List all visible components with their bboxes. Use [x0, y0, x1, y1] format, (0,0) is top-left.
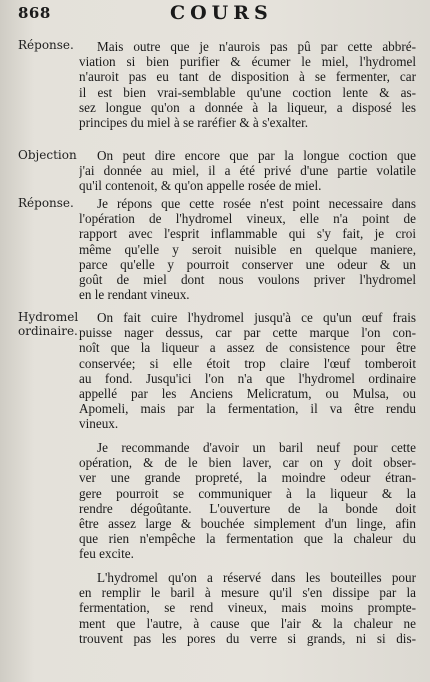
- text-line: vineux.: [79, 416, 119, 432]
- text-line: fermentation, se rend vineux, mais moins prompte-: [79, 600, 416, 616]
- text-line: feu excite.: [79, 546, 134, 562]
- paragraph-reponse-1: [79, 39, 416, 130]
- margin-label-line: ordinaire.: [18, 324, 78, 338]
- page-header: [10, 2, 420, 26]
- text-line: Apomeli, mais par la fermentation, il va être rendu: [79, 401, 416, 417]
- page-number: 868: [18, 4, 51, 22]
- text-line: On peut dire encore que par la longue coction que: [97, 148, 416, 163]
- paragraph-baril: [79, 440, 416, 562]
- text-line: viation si bien purifier & écumer le miel, l'hydromel: [79, 54, 416, 70]
- margin-label-hydromel-ordinaire: [18, 310, 78, 338]
- text-line: ment que l'autre, à cause que l'air & la chaleur ne: [79, 615, 416, 631]
- text-line: opération, & de le bien laver, car on y doit obser-: [79, 455, 416, 471]
- text-line: gere pourroit se communiquer à la liqueur & la: [79, 485, 416, 501]
- text-line: même qu'elle y seroit nuisible en quelque maniere,: [79, 241, 416, 257]
- text-line: il est bien vrai-semblable qu'une coction lente & as-: [79, 84, 416, 100]
- text-line: appellé par les Anciens Melicratum, ou Mulsa, ou: [79, 386, 416, 402]
- margin-label-reponse-1: [18, 38, 74, 52]
- text-line: conservée; si elle étoit trop claire l'œuf tomberoit: [79, 355, 416, 371]
- margin-label-line: Réponse.: [18, 196, 74, 210]
- margin-label-line: Hydromel: [18, 310, 79, 324]
- text-line: noît que la liqueur a assez de consistence pour être: [79, 340, 416, 356]
- text-line: Mais outre que je n'aurois pas pû par cette abbré-: [97, 39, 416, 54]
- paragraph-objection: [79, 148, 416, 194]
- text-line: n'auroit pas eu tant de disposition à se fermenter, car: [79, 69, 416, 85]
- text-line: qu'il contenoit, & qu'on appelle rosée de miel.: [79, 178, 322, 194]
- text-line: L'hydromel qu'on a réservé dans les bouteilles pour: [97, 570, 416, 585]
- text-line: trouvent pas les pores du verre si grands, ni si dis-: [79, 630, 416, 646]
- margin-label-line: Objection: [18, 148, 77, 162]
- text-line: principes du miel à se raréfier & à s'exalter.: [79, 115, 309, 131]
- text-line: puisse nager dessus, car par cette marque l'on con-: [79, 325, 416, 341]
- paragraph-reponse-2: [79, 196, 416, 302]
- margin-label-line: Réponse.: [18, 38, 74, 52]
- text-line: Je recommande d'avoir un baril neuf pour cette: [97, 440, 416, 455]
- text-line: goût de miel dont nous voulons priver l'hydromel: [79, 272, 416, 288]
- text-line: rendre dégoûtante. L'ouverture de la bonde doit: [79, 500, 416, 516]
- text-line: en remplir le baril à mesure qu'il s'en dissipe par la: [79, 585, 416, 601]
- text-line: au fond. Jusqu'ici l'on n'a que l'hydromel ordinaire: [79, 370, 416, 386]
- text-line: que rien n'empêche la fermentation que la chaleur du: [79, 531, 416, 547]
- text-line: Je répons que cette rosée n'est point necessaire dans: [97, 196, 416, 211]
- text-line: sez longue qu'on a donnée à la liqueur, a disposé les: [79, 99, 416, 115]
- margin-label-reponse-2: [18, 196, 74, 210]
- text-line: j'ai donnée au miel, il a été privé d'une partie volatile: [79, 163, 416, 179]
- text-line: parce qu'elle y pourroit conserver une odeur & un: [79, 256, 416, 272]
- text-line: On fait cuire l'hydromel jusqu'à ce qu'un œuf frais: [97, 310, 416, 325]
- paragraph-hydromel-ordinaire: [79, 310, 416, 432]
- text-line: rapport avec l'esprit inflammable qui s'y fait, je croi: [79, 226, 416, 242]
- text-line: en le rendant vineux.: [79, 287, 190, 303]
- text-line: être assez large & bouchée simplement d'un linge, afin: [79, 516, 416, 532]
- margin-label-objection: [18, 148, 77, 162]
- running-head: COURS: [170, 2, 273, 24]
- paragraph-bouteilles: [79, 570, 416, 646]
- text-line: ver une grande propreté, la moindre odeur étran-: [79, 470, 416, 486]
- text-line: l'opération de l'hydromel vineux, elle n'a point de: [79, 211, 416, 227]
